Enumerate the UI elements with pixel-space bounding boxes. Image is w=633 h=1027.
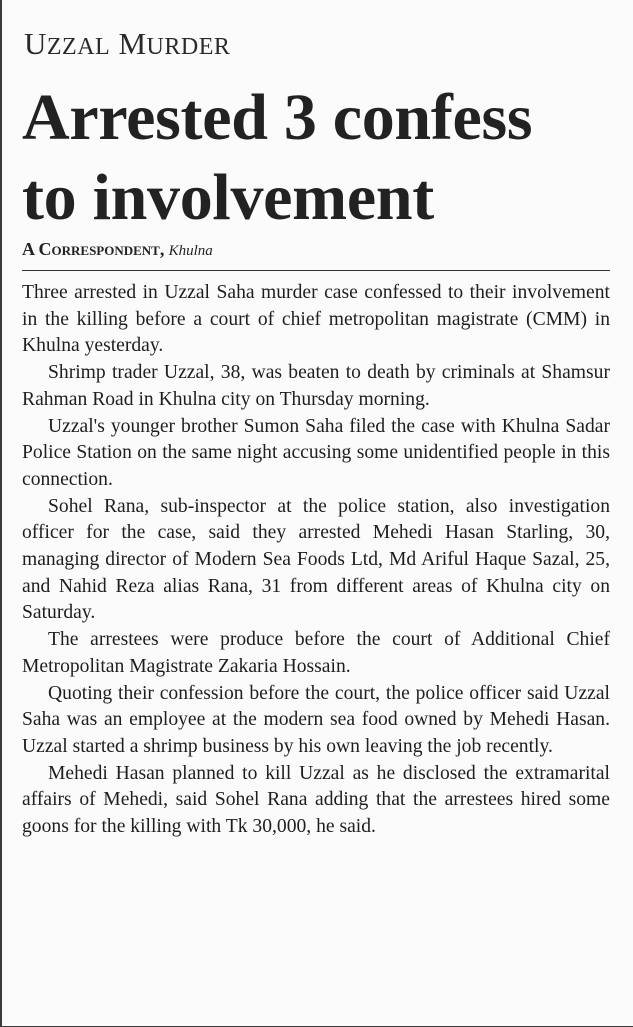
section-kicker	[24, 28, 230, 59]
byline-place: Khulna	[168, 243, 213, 259]
byline-divider	[22, 270, 610, 271]
kicker-small-caps: ZZAL	[46, 34, 111, 60]
kicker-initial: M	[118, 26, 147, 61]
paragraph: The arrestees were produce before the court of Additional Chief Metropolitan Magistrate Zakaria Hossain.	[22, 629, 610, 677]
paragraph: Shrimp trader Uzzal, 38, was beaten to death by criminals at Shamsur Rahman Road in Khulna city on Thursday morning.	[22, 362, 610, 410]
paragraph: Mehedi Hasan planned to kill Uzzal as he disclosed the extramarital affairs of Mehedi, said Sohel Rana adding that the arrestees hired some goons for the killing with Tk 30,000, he said.	[22, 762, 610, 838]
kicker-initial: U	[24, 26, 47, 61]
kicker-small-caps: URDER	[146, 34, 231, 60]
paragraph: Quoting their confession before the court, the police officer said Uzzal Saha was an employee at the modern sea food owned by Mehedi Hasan. Uzzal started a shrimp business by his own leaving the job recently.	[22, 682, 610, 757]
byline	[22, 240, 213, 259]
paragraph: Uzzal's younger brother Sumon Saha filed the case with Khulna Sadar Police Station on the same night accusing some unidentified people in this connection.	[22, 415, 610, 490]
headline-line-1: Arrested 3 confess	[22, 81, 533, 154]
paragraph: Sohel Rana, sub-inspector at the police station, also investigation officer for the case, said they arrested Mehedi Hasan Starling, 30, managing director of Modern Sea Foods Ltd, Md Ariful Haque Sazal, 25, and Nahid Reza alias Rana, 31 from different areas of Khulna city on Saturday.	[22, 495, 610, 624]
headline	[22, 78, 622, 238]
headline-line-2: to involvement	[22, 161, 434, 234]
byline-author: A Correspondent,	[22, 239, 165, 259]
article-body	[22, 280, 610, 841]
paragraph: Three arrested in Uzzal Saha murder case confessed to their involvement in the killing before a court of chief metropolitan magistrate (CMM) in Khulna yesterday.	[22, 282, 610, 357]
